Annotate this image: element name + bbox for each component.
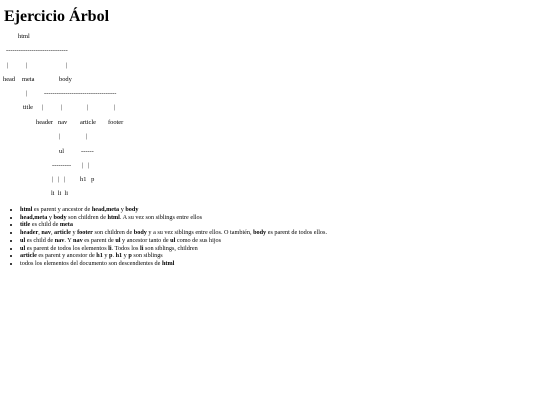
tree-node-body: body bbox=[59, 76, 72, 83]
element-name: head,meta bbox=[91, 206, 120, 213]
element-name: h1 bbox=[96, 252, 103, 260]
element-name: h1 bbox=[115, 252, 123, 260]
description-item: • article es parent y ancestor de h1 y p. h1 y p son siblings bbox=[20, 252, 520, 260]
element-name: footer bbox=[77, 229, 93, 237]
element-name: html bbox=[107, 213, 120, 221]
description-item: • header, nav, article y footer son children de body y a su vez siblings entre ellos. O también, body es parent de todos ellos. bbox=[20, 229, 520, 237]
element-name: ul bbox=[20, 236, 26, 244]
element-name: ul bbox=[170, 236, 176, 244]
element-name: ul bbox=[115, 236, 121, 244]
tree-node-title: title bbox=[23, 104, 33, 111]
tree-connector: | bbox=[26, 62, 28, 69]
element-name: title bbox=[20, 221, 31, 229]
tree-node-header: header bbox=[36, 119, 54, 126]
tree-node-head: head bbox=[3, 76, 16, 83]
description-item: • html es parent y ancestor de head,meta y body bbox=[20, 206, 520, 214]
element-name: header bbox=[20, 229, 39, 237]
tree-connector: | bbox=[66, 62, 68, 69]
description-item: • todos los elementos del documento son descendientes de html bbox=[20, 260, 520, 268]
tree-connector: | bbox=[87, 104, 89, 111]
tree-connector: | bbox=[114, 104, 116, 111]
element-name: body bbox=[125, 206, 139, 213]
description-item: • ul es parent de todos los elementos li. Todos los li son siblings, children bbox=[20, 245, 520, 253]
tree-node-article: article bbox=[80, 119, 96, 126]
element-name: article bbox=[54, 229, 71, 237]
element-name: body bbox=[133, 229, 147, 237]
element-name: ul bbox=[20, 244, 26, 252]
tree-connector: | bbox=[59, 133, 61, 140]
tree-connector: | | | bbox=[52, 176, 66, 183]
tree-connector: ----------------------------- bbox=[6, 47, 68, 54]
tree-node-html: html bbox=[18, 33, 30, 40]
tree-node-meta: meta bbox=[22, 76, 35, 83]
element-name: p bbox=[109, 252, 113, 260]
tree-node-li: li li li bbox=[51, 190, 69, 197]
tree-node-nav: nav bbox=[58, 119, 68, 126]
element-name: meta bbox=[59, 221, 73, 229]
tree-connector: ---------------------------------- bbox=[44, 90, 117, 97]
element-name: article bbox=[20, 252, 37, 260]
tree-connector: | bbox=[42, 104, 44, 111]
element-name: html bbox=[20, 206, 33, 213]
tree-node-ul: ul bbox=[59, 148, 64, 155]
element-name: head,meta bbox=[20, 213, 48, 221]
tree-node-h1-p: h1 p bbox=[80, 176, 95, 183]
tree-connector: | bbox=[7, 62, 9, 69]
description-item: • head,meta y body son children de html. A su vez son siblings entre ellos bbox=[20, 214, 520, 222]
tree-connector: | | bbox=[82, 162, 90, 169]
element-name: nav bbox=[41, 229, 51, 237]
element-name: li bbox=[139, 244, 144, 252]
element-name: p bbox=[128, 252, 132, 260]
element-name: html bbox=[161, 259, 175, 267]
element-name: body bbox=[53, 213, 67, 221]
element-name: nav bbox=[73, 236, 83, 244]
tree-node-footer: footer bbox=[108, 119, 124, 126]
tree-connector: ------ bbox=[81, 148, 94, 155]
tree-connector: | bbox=[86, 133, 88, 140]
element-name: nav bbox=[54, 236, 65, 244]
tree-connector: | bbox=[61, 104, 63, 111]
page-title: Ejercicio Árbol bbox=[4, 8, 110, 25]
description-list bbox=[0, 206, 520, 268]
element-name: body bbox=[253, 229, 267, 237]
element-name: li bbox=[108, 244, 112, 252]
tree-connector: --------- bbox=[52, 162, 72, 169]
description-item: • ul es child de nav. Y nav es parent de ul y ancestor tanto de ul como de sus hijos bbox=[20, 237, 520, 245]
tree-connector: | bbox=[26, 90, 28, 97]
description-item: • title es child de meta bbox=[20, 221, 520, 229]
